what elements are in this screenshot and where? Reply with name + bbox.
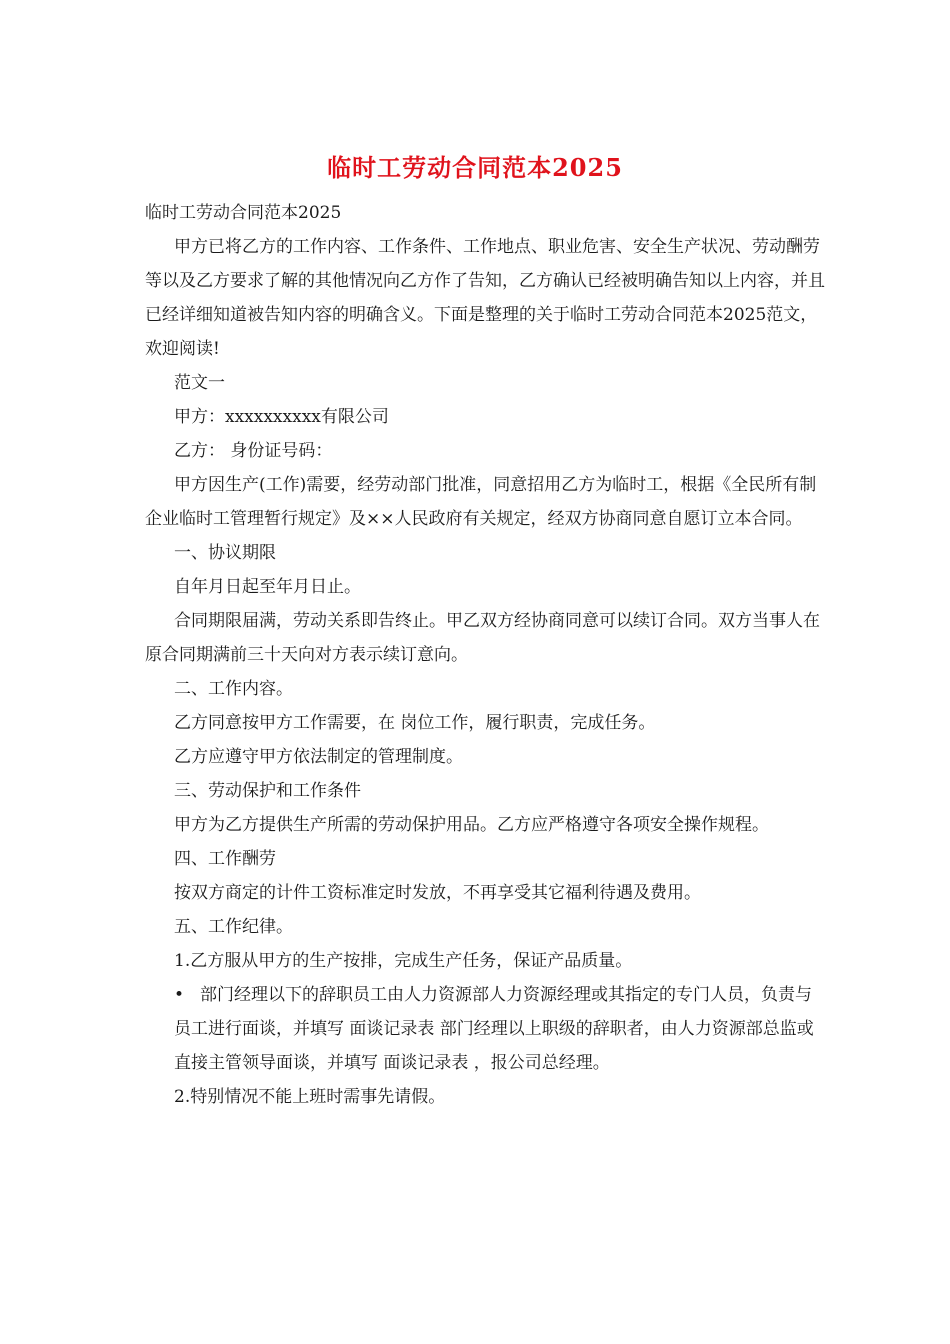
paragraph: 按双方商定的计件工资标准定时发放，不再享受其它福利待遇及费用。 [174, 883, 701, 903]
paragraph: 合同期限届满，劳动关系即告终止。甲乙双方经协商同意可以续订合同。双方当事人在原合同期满前三十天向对方表示续订意向。 [145, 611, 820, 665]
paragraph: 一、协议期限 [174, 543, 276, 563]
document-title: 临时工劳动合同范本2025 [327, 153, 623, 182]
paragraph: 三、劳动保护和工作条件 [174, 781, 361, 801]
paragraph: 乙方： 身份证号码： [174, 441, 333, 461]
paragraph: 临时工劳动合同范本2025 [145, 203, 342, 223]
paragraph: 甲方因生产(工作)需要，经劳动部门批准，同意招用乙方为临时工，根据《全民所有制企业临时工管理暂行规定》及××人民政府有关规定，经双方协商同意自愿订立本合同。 [145, 475, 817, 529]
paragraph: 1.乙方服从甲方的生产按排，完成生产任务，保证产品质量。 [174, 951, 633, 971]
paragraph: 乙方同意按甲方工作需要，在 岗位工作，履行职责，完成任务。 [174, 713, 656, 733]
paragraph: 甲方：xxxxxxxxxx有限公司 [174, 407, 389, 427]
paragraph: 甲方已将乙方的工作内容、工作条件、工作地点、职业危害、安全生产状况、劳动酬劳等以及乙方要求了解的其他情况向乙方作了告知，乙方确认已经被明确告知以上内容，并且已经详细知道被告知内容的明确含义。下面是整理的关于临时工劳动合同范本2025范文，欢迎阅读! [145, 237, 825, 359]
bullet-paragraph [145, 978, 825, 1080]
paragraph: 自年月日起至年月日止。 [174, 577, 361, 597]
paragraph: 甲方为乙方提供生产所需的劳动保护用品。乙方应严格遵守各项安全操作规程。 [174, 815, 769, 835]
bullet-marker: • [174, 985, 185, 1005]
paragraph: 二、工作内容。 [174, 679, 293, 699]
paragraph: 范文一 [174, 373, 225, 393]
bullet-text: 部门经理以下的辞职员工由人力资源部人力资源经理或其指定的专门人员，负责与员工进行面谈，并填写 面谈记录表 部门经理以上职级的辞职者，由人力资源部总监或直接主管领导面谈，并填写 面谈记录表 ，报公司总经理。 [174, 985, 814, 1073]
paragraph: 五、工作纪律。 [174, 917, 293, 937]
document-body [145, 196, 825, 1114]
paragraph: 四、工作酬劳 [174, 849, 276, 869]
paragraph: 2.特别情况不能上班时需事先请假。 [174, 1087, 446, 1107]
paragraph: 乙方应遵守甲方依法制定的管理制度。 [174, 747, 463, 767]
